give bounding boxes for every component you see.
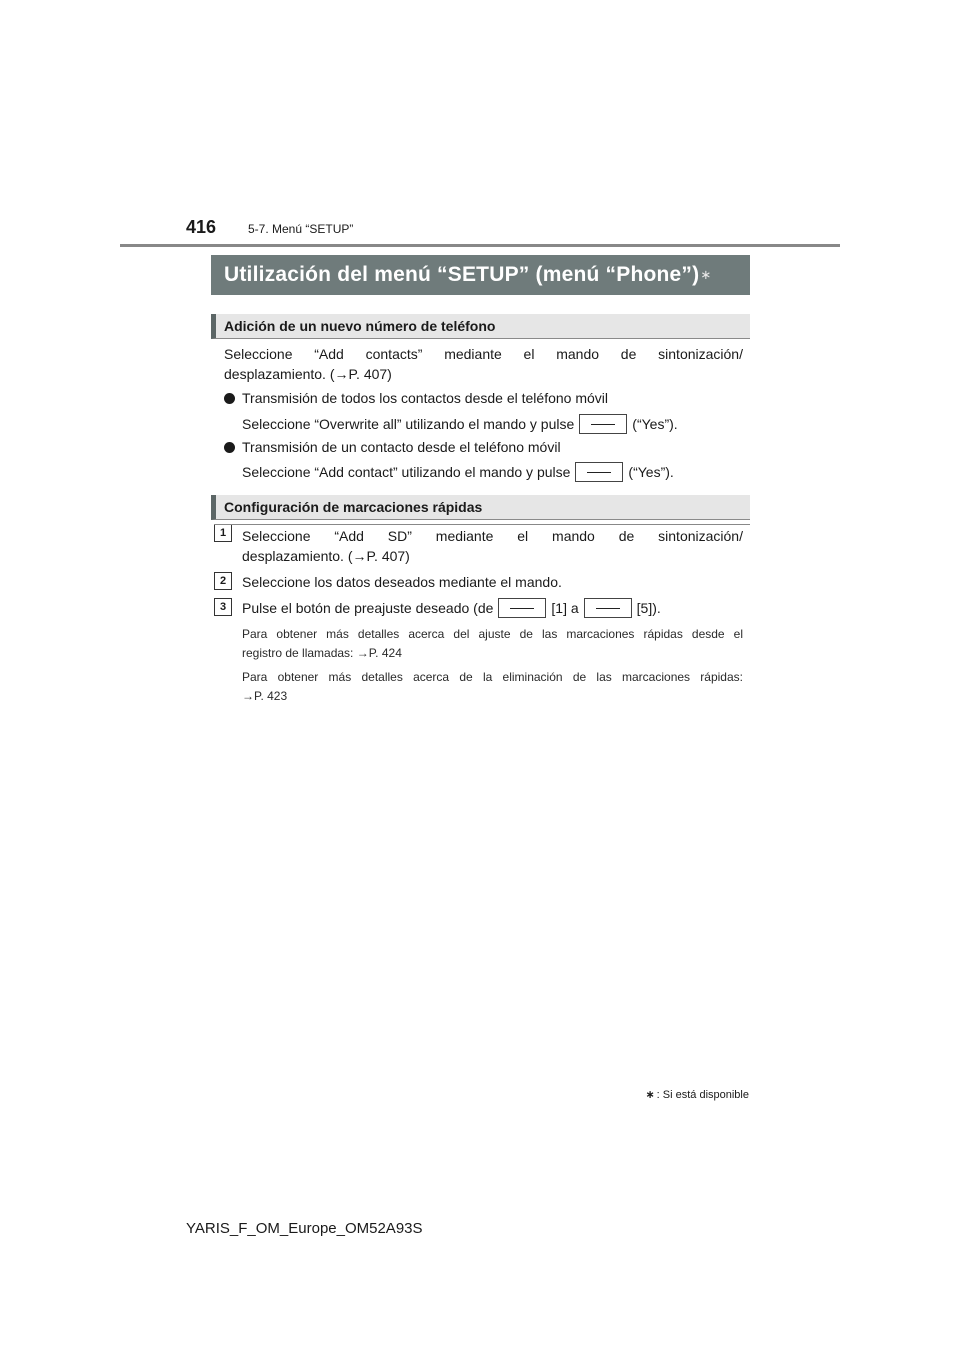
bullet-dot-icon [224,442,235,453]
step-3-text [242,598,661,618]
section-title-text: Utilización del menú “SETUP” (menú “Phone”) [224,263,700,286]
note-1-line2: registro de llamadas: →P. 424 [242,646,402,660]
section-title [211,255,750,295]
subsection-heading-speed-dial: Configuración de marcaciones rápidas [211,495,750,520]
footnote [645,1088,749,1101]
bullet-instruction [242,414,678,434]
note-2-line2: →P. 423 [242,689,288,703]
step-1-line1: Seleccione “Add SD” mediante el mando de sintonización/ [242,528,743,544]
step-badge-1: 1 [214,524,232,542]
footnote-text: : Si está disponible [656,1089,749,1101]
step-2-text: Seleccione los datos deseados mediante el mando. [242,574,562,590]
step-3-text-after: [5]). [636,600,661,616]
step-badge-3: 3 [214,598,232,616]
yes-key-icon [579,414,627,434]
bullet-dot-icon [224,393,235,404]
footnote-asterisk: ∗ [645,1089,655,1101]
bullet-title: Transmisión de un contacto desde el teléfono móvil [242,439,561,455]
preset-key-icon [498,598,546,618]
step-1-line2: desplazamiento. (→P. 407) [242,548,410,564]
section-title-asterisk: ∗ [700,267,712,282]
subsection-heading-add-number: Adición de un nuevo número de teléfono [211,314,750,339]
header-rule [120,244,840,247]
yes-key-icon [575,462,623,482]
instruction-text: Seleccione “Overwrite all” utilizando el mando y pulse [242,416,575,432]
add-number-intro-line2: desplazamiento. (→P. 407) [224,366,392,382]
preset-key-icon [584,598,632,618]
note-1-line1: Para obtener más detalles acerca del ajuste de las marcaciones rápidas desde el [242,627,743,641]
bullet-title: Transmisión de todos los contactos desde el teléfono móvil [242,390,609,406]
page-number: 416 [186,217,217,237]
step-badge-2: 2 [214,572,232,590]
document-code: YARIS_F_OM_Europe_OM52A93S [186,1220,423,1237]
step-3-text-middle: [1] a [551,600,579,616]
step-3-text-before: Pulse el botón de preajuste deseado (de [242,600,494,616]
instruction-text-end: (“Yes”). [628,464,674,480]
running-header: 5-7. Menú “SETUP” [248,222,354,236]
bullet-instruction [242,462,674,482]
add-number-intro-line1: Seleccione “Add contacts” mediante el mando de sintonización/ [224,346,743,362]
step-rule [214,524,750,525]
bullet-item [224,437,561,457]
note-2-line1: Para obtener más detalles acerca de la eliminación de las marcaciones rápidas: [242,670,743,684]
bullet-item [224,388,608,408]
instruction-text: Seleccione “Add contact” utilizando el mando y pulse [242,464,571,480]
instruction-text-end: (“Yes”). [632,416,678,432]
